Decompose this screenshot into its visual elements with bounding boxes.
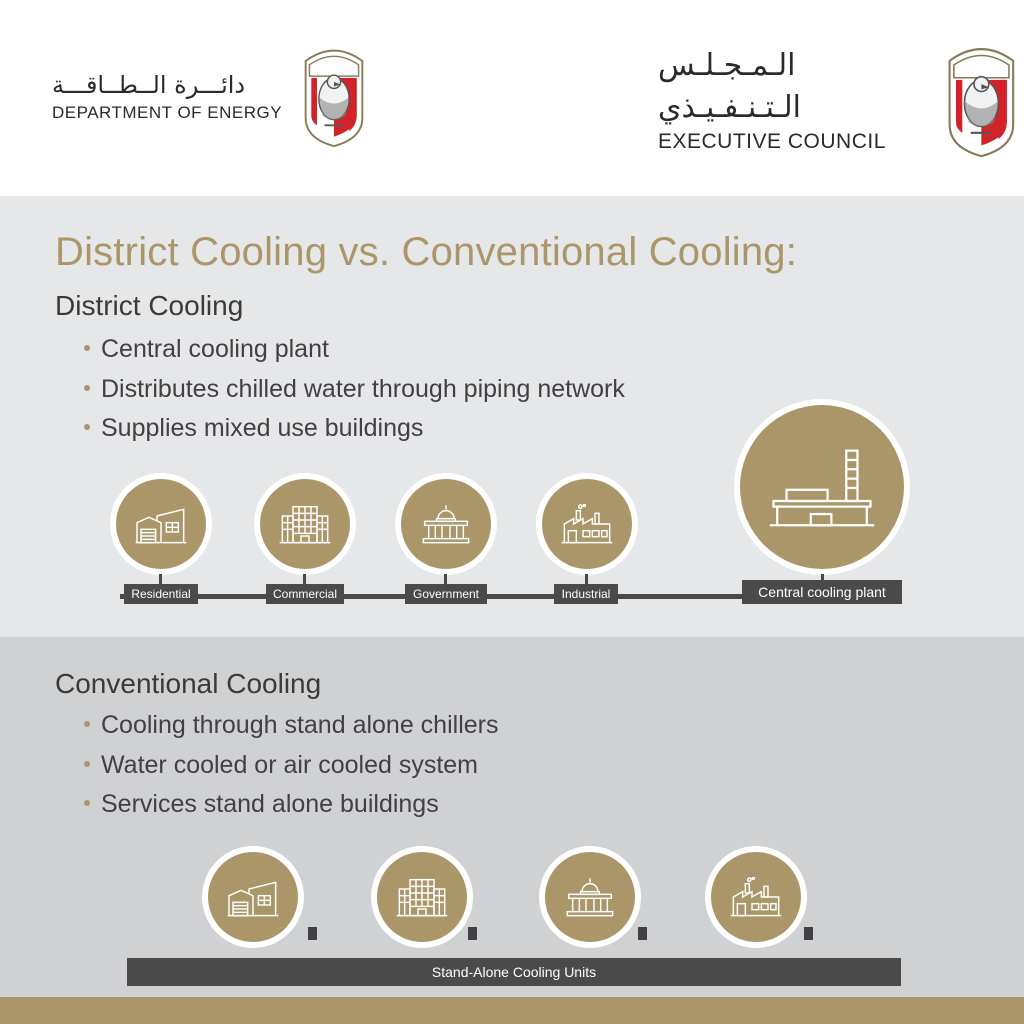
bullet-text: Services stand alone buildings bbox=[101, 790, 439, 818]
bullet-dot-icon bbox=[84, 385, 90, 391]
department-of-energy-english: DEPARTMENT OF ENERGY bbox=[52, 103, 283, 122]
bullet-item bbox=[84, 409, 625, 449]
cooling-plant-icon bbox=[766, 445, 878, 529]
executive-council-logo bbox=[658, 38, 1024, 162]
office-building-icon bbox=[278, 504, 332, 544]
commercial-label: Commercial bbox=[266, 584, 344, 604]
standalone-residential-node bbox=[208, 852, 298, 942]
bullet-dot-icon bbox=[84, 424, 90, 430]
district-cooling-heading: District Cooling bbox=[55, 290, 244, 321]
node-stem bbox=[444, 574, 447, 584]
abu-dhabi-emblem-icon bbox=[296, 44, 372, 148]
bullet-dot-icon bbox=[84, 761, 90, 767]
house-icon bbox=[134, 504, 188, 544]
factory-icon bbox=[729, 877, 783, 917]
bullet-text: Central cooling plant bbox=[101, 335, 329, 363]
bottom-accent-bar bbox=[0, 997, 1024, 1024]
bullet-item bbox=[84, 706, 498, 746]
page-title: District Cooling vs. Conventional Cooling: bbox=[55, 230, 798, 274]
bullet-text: Cooling through stand alone chillers bbox=[101, 711, 499, 739]
government-dome-icon bbox=[563, 877, 617, 917]
bullet-dot-icon bbox=[84, 800, 90, 806]
office-building-icon bbox=[395, 877, 449, 917]
chiller-unit-icon bbox=[468, 927, 477, 940]
node-stem bbox=[159, 574, 162, 584]
node-stem bbox=[585, 574, 588, 584]
government-node bbox=[401, 479, 491, 569]
factory-icon bbox=[560, 504, 614, 544]
government-label: Government bbox=[405, 584, 487, 604]
conventional-cooling-heading: Conventional Cooling bbox=[55, 668, 322, 699]
residential-node bbox=[116, 479, 206, 569]
chiller-unit-icon bbox=[308, 927, 317, 940]
chiller-unit-icon bbox=[804, 927, 813, 940]
stand-alone-cooling-units-bar: Stand-Alone Cooling Units bbox=[127, 958, 901, 986]
standalone-commercial-node bbox=[377, 852, 467, 942]
central-cooling-plant-label: Central cooling plant bbox=[742, 580, 902, 604]
central-cooling-plant-node bbox=[740, 405, 904, 569]
commercial-node bbox=[260, 479, 350, 569]
bullet-dot-icon bbox=[84, 721, 90, 727]
chiller-unit-icon bbox=[638, 927, 647, 940]
bullet-text: Water cooled or air cooled system bbox=[101, 750, 479, 779]
bullet-item bbox=[84, 370, 625, 410]
bullet-item bbox=[84, 330, 625, 370]
government-dome-icon bbox=[419, 504, 473, 544]
industrial-label: Industrial bbox=[554, 584, 618, 604]
header bbox=[0, 0, 1024, 196]
department-of-energy-logo bbox=[52, 44, 372, 148]
bullet-text: Supplies mixed use buildings bbox=[101, 414, 424, 442]
district-cooling-bullets bbox=[84, 330, 625, 449]
conventional-cooling-bullets bbox=[84, 706, 498, 825]
abu-dhabi-emblem-icon bbox=[939, 38, 1024, 162]
residential-label: Residential bbox=[124, 584, 198, 604]
standalone-government-node bbox=[545, 852, 635, 942]
department-of-energy-arabic: دائـــرة الــطــاقـــة bbox=[52, 71, 246, 99]
bullet-item bbox=[84, 746, 498, 786]
executive-council-arabic: الـمـجـلـس الـتـنـفـيـذي bbox=[658, 48, 801, 125]
executive-council-english: EXECUTIVE COUNCIL bbox=[658, 130, 886, 153]
house-icon bbox=[226, 877, 280, 917]
bullet-text: Distributes chilled water through piping network bbox=[101, 374, 625, 403]
bullet-dot-icon bbox=[84, 345, 90, 351]
standalone-industrial-node bbox=[711, 852, 801, 942]
industrial-node bbox=[542, 479, 632, 569]
node-stem bbox=[303, 574, 306, 584]
bullet-item bbox=[84, 785, 498, 825]
